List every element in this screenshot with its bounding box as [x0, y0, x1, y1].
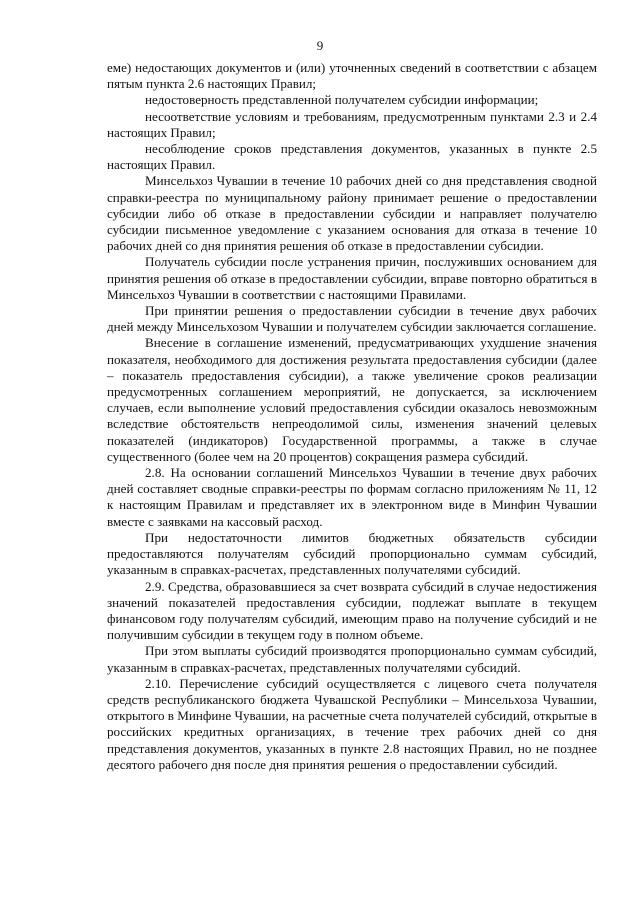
paragraph: несоответствие условиям и требованиям, предусмотренным пунктами 2.3 и 2.4 настоящих Правил;: [107, 108, 597, 140]
paragraph: При недостаточности лимитов бюджетных обязательств субсидии предоставляются получателям субсидий пропорционально суммам субсидий, указанным в справках-расчетах, представленных получателями субсидий.: [107, 529, 597, 578]
paragraph: При этом выплаты субсидий производятся пропорционально суммам субсидий, указанным в справках-расчетах, представленных получателями субсидий.: [107, 643, 597, 675]
paragraph: Внесение в соглашение изменений, предусматривающих ухудшение значения показателя, необходимого для достижения результата предоставления субсидии (далее – показатель предоставления субсидии), а также увеличение сроков реализации предусмотренных соглашением мероприятий, не допускается, за исключением случаев, если выполнение условий предоставления субсидии оказалось невозможным вследствие обстоятельств непреодолимой силы, изменения значений целевых показателей (индикаторов) Государственной программы, а также в случае существенного (более чем на 20 процентов) сокращения размера субсидий.: [107, 335, 597, 464]
paragraph: Минсельхоз Чувашии в течение 10 рабочих дней со дня представления сводной справки-реестра по муниципальному району принимает решение о предоставлении субсидии либо об отказе в предоставлении субсидии и направляет получателю субсидии письменное уведомление с указанием основания для отказа в течение 10 рабочих дней со дня принятия решения об отказе в предоставлении субсидии.: [107, 173, 597, 254]
paragraph: Получатель субсидии после устранения причин, послуживших основанием для принятия решения об отказе в предоставлении субсидии, вправе повторно обратиться в Минсельхоз Чувашии в соответствии с настоящими Правилами.: [107, 254, 597, 302]
paragraph-section-2-10: 2.10. Перечисление субсидий осуществляется с лицевого счета получателя средств республиканского бюджета Чувашской Республики – Минсельхоза Чувашии, открытого в Минфине Чувашии, на расчетные счета получателей субсидий, открытые в российских кредитных организациях, в течение трех рабочих дней со дня представления документов, указанных в пункте 2.8 настоящих Правил, но не позднее десятого рабочего дня после дня принятия решения о предоставлении субсидий.: [107, 675, 597, 772]
paragraph: несоблюдение сроков представления документов, указанных в пункте 2.5 настоящих Правил.: [107, 141, 597, 173]
document-body: [107, 60, 597, 773]
paragraph-section-2-9: 2.9. Средства, образовавшиеся за счет возврата субсидий в случае недостижения значений показателей предоставления субсидии, подлежат выплате в текущем финансовом году получателям субсидий, имеющим право на получение субсидий и не получившим субсидии в текущем году в полном объеме.: [107, 578, 597, 643]
page-number: 9: [316, 38, 324, 53]
paragraph-continuation: еме) недостающих документов и (или) уточненных сведений в соответствии с абзацем пятым пункта 2.6 настоящих Правил;: [107, 60, 597, 92]
paragraph: При принятии решения о предоставлении субсидии в течение двух рабочих дней между Минсельхозом Чувашии и получателем субсидии заключается соглашение.: [107, 303, 597, 335]
paragraph: недостоверность представленной получателем субсидии информации;: [145, 92, 539, 108]
paragraph-section-2-8: 2.8. На основании соглашений Минсельхоз Чувашии в течение двух рабочих дней составляет сводные справки-реестры по формам согласно приложениям № 11, 12 к настоящим Правилам и представляет их в электронном виде в Минфин Чувашии вместе с заявками на кассовый расход.: [107, 465, 597, 529]
